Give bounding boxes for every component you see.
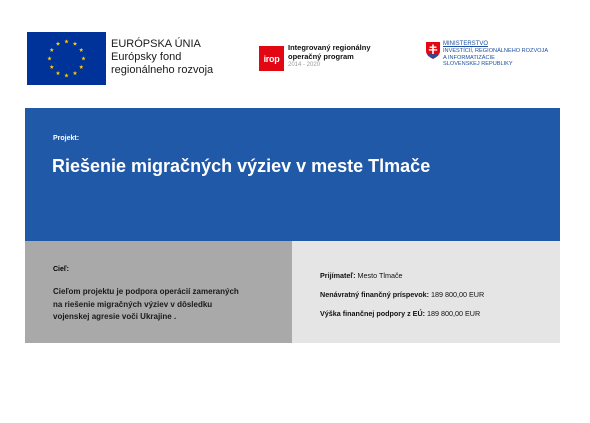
eu-support-value: 189 800,00 EUR (427, 309, 481, 318)
goal-text (53, 286, 283, 324)
ministry-text (443, 41, 573, 68)
eu-support-label: Výška finančnej podpory z EÚ: (320, 309, 426, 318)
ministry-line-2: A INFORMATIZÁCIE (443, 54, 495, 61)
eu-fund-text (111, 38, 251, 77)
irop-text (288, 44, 398, 70)
goal-line-1: Cieľom projektu je podpora operácií zameraných (53, 287, 239, 296)
recipient-row (320, 271, 403, 280)
irop-logo: irop (259, 46, 284, 71)
ministry-line-1: INVESTÍCIÍ, REGIONÁLNEHO ROZVOJA (443, 47, 549, 54)
ministry-title: MINISTERSTVO (443, 41, 489, 47)
eu-flag-icon (27, 32, 106, 85)
irop-line-2: operačný program (288, 51, 354, 61)
eu-support-row (320, 309, 480, 318)
eu-line-1: EURÓPSKA ÚNIA (111, 38, 201, 50)
irop-line-1: Integrovaný regionálny (288, 43, 371, 52)
goal-line-3: vojenskej agresie voči Ukrajine . (53, 312, 177, 321)
eu-line-3: regionálneho rozvoja (111, 64, 214, 76)
recipient-value: Mesto Tlmače (357, 271, 403, 280)
nonrepayable-grant-value: 189 800,00 EUR (431, 290, 485, 299)
nonrepayable-grant-row (320, 290, 484, 299)
irop-years: 2014 - 2020 (288, 62, 321, 68)
goal-label: Cieľ: (53, 266, 69, 273)
project-title: Riešenie migračných výziev v meste Tlmače (52, 156, 431, 176)
nonrepayable-grant-label: Nenávratný finančný príspevok: (320, 290, 430, 299)
slovak-coat-of-arms-icon (426, 42, 440, 59)
goal-line-2: na riešenie migračných výziev v dôsledku (53, 299, 213, 309)
eu-line-2: Európsky fond (111, 51, 182, 63)
recipient-label: Prijímateľ: (320, 271, 356, 280)
ministry-line-3: SLOVENSKEJ REPUBLIKY (443, 61, 513, 68)
project-label: Projekt: (53, 135, 80, 142)
